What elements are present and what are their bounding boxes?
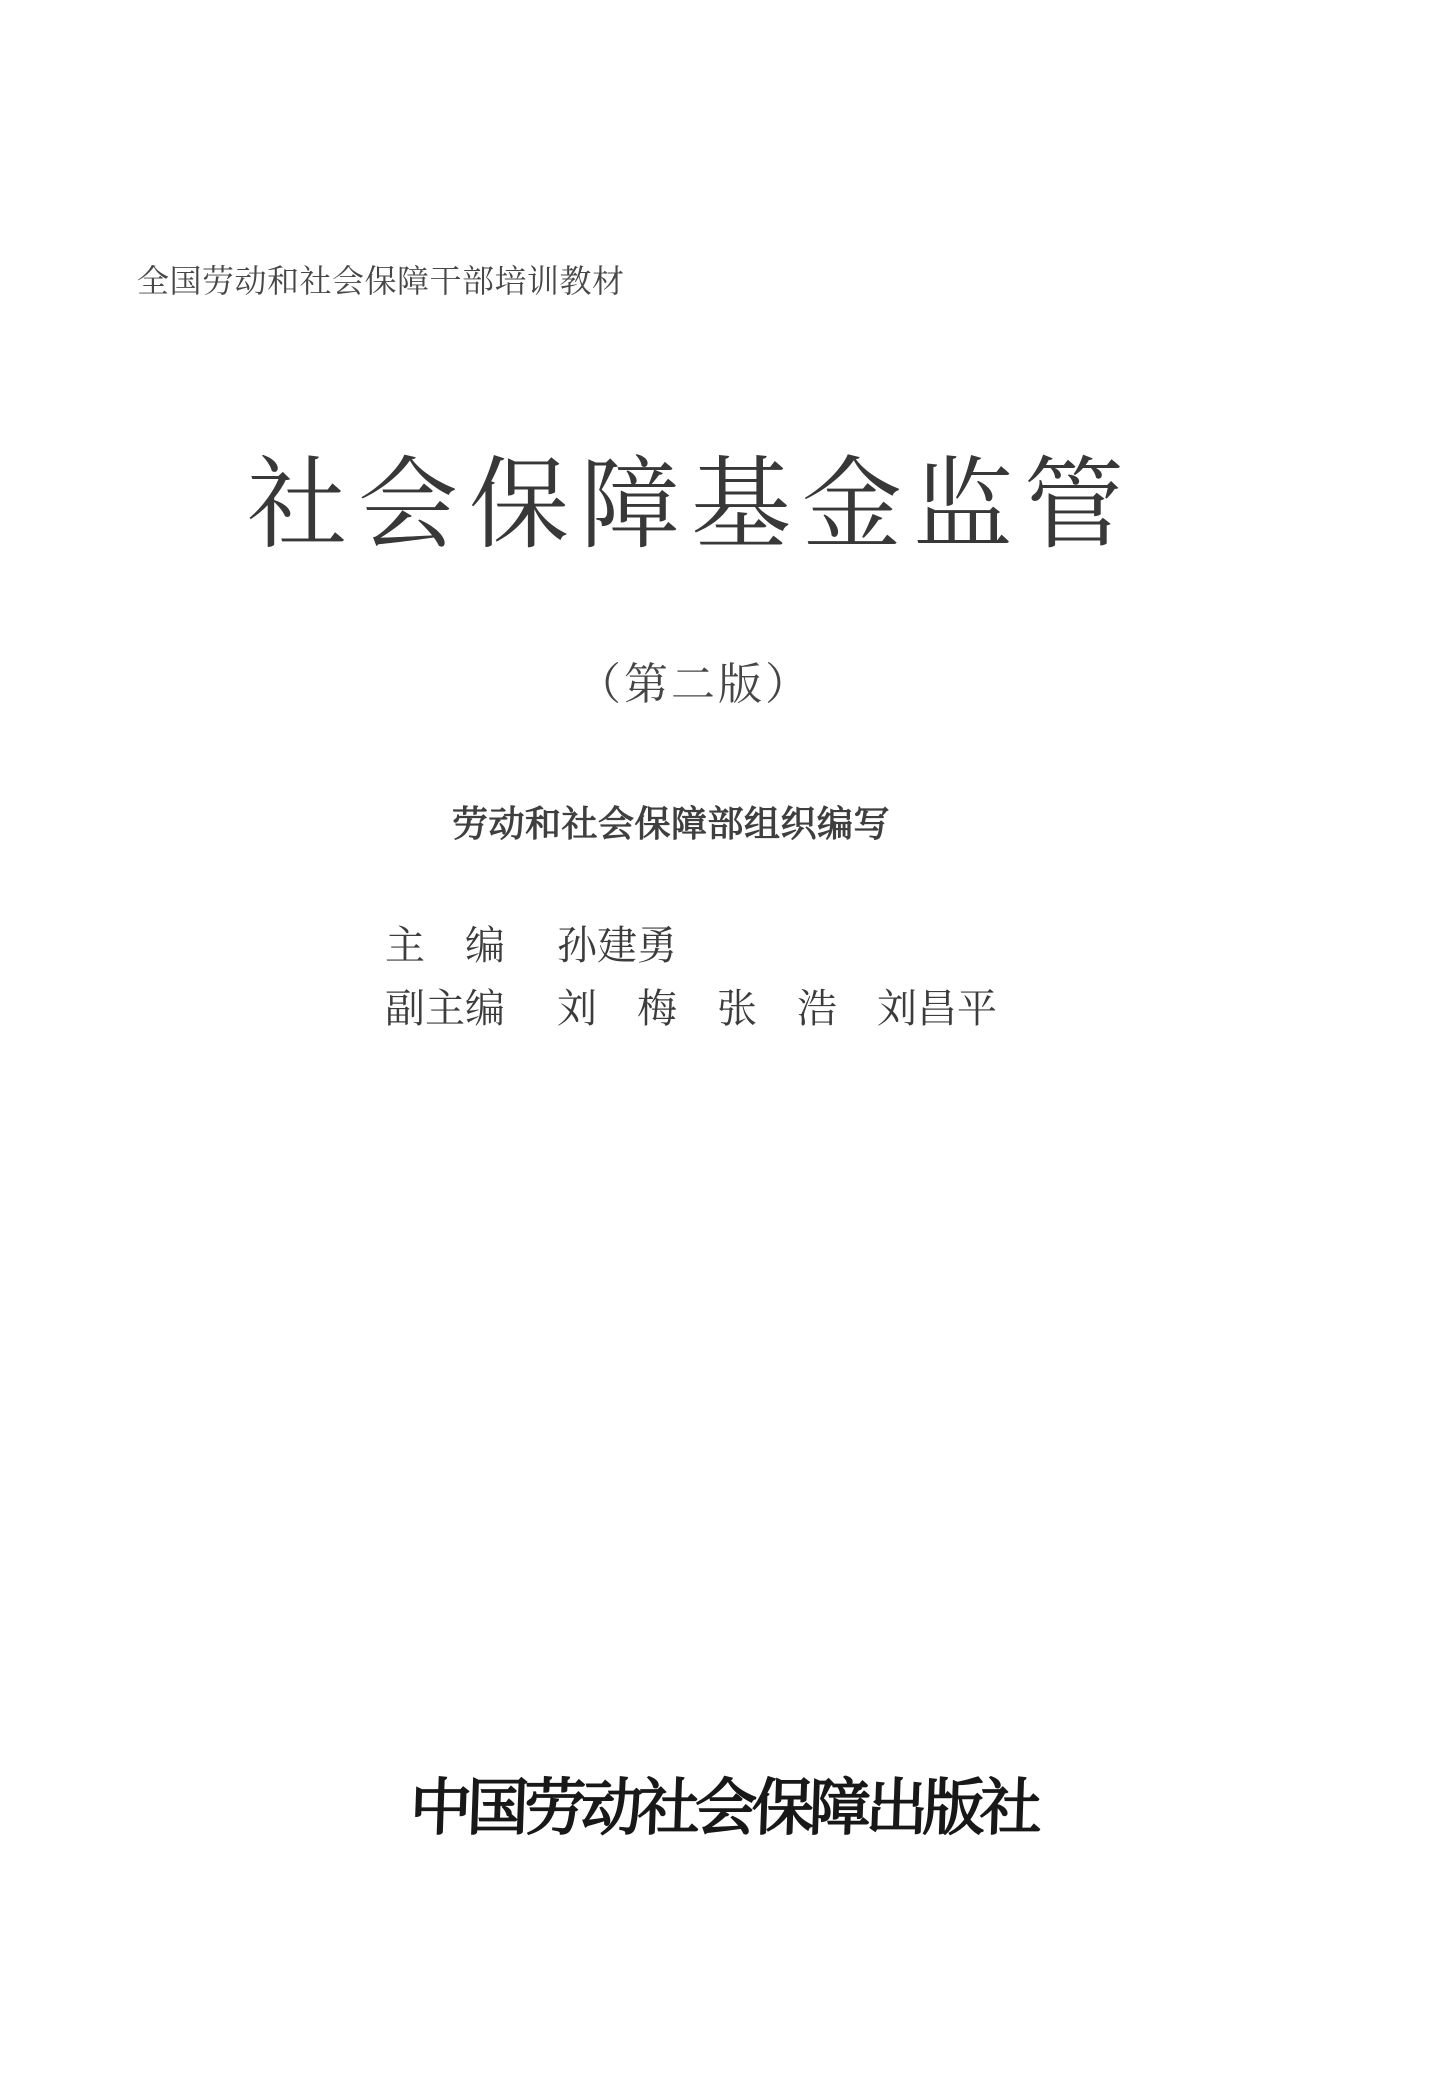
- deputy-editor-role-label: 副主编: [385, 986, 505, 1032]
- book-title: 社会保障基金监管: [247, 446, 1135, 563]
- chief-editor-row: [385, 925, 997, 967]
- organizer-line: 劳动和社会保障部组织编写: [452, 804, 891, 845]
- chief-editor-names: 孙建勇: [557, 923, 677, 969]
- chief-editor-role-label: 主 编: [385, 923, 505, 969]
- edition-label: （第二版）: [577, 659, 812, 710]
- series-title: 全国劳动和社会保障干部培训教材: [137, 262, 625, 300]
- publisher-imprint: 中国劳动社会保障出版社: [408, 1771, 1039, 1844]
- deputy-editor-row: [385, 988, 997, 1030]
- deputy-editor-names: 刘 梅 张 浩 刘昌平: [557, 986, 997, 1032]
- editors-block: [385, 925, 997, 1030]
